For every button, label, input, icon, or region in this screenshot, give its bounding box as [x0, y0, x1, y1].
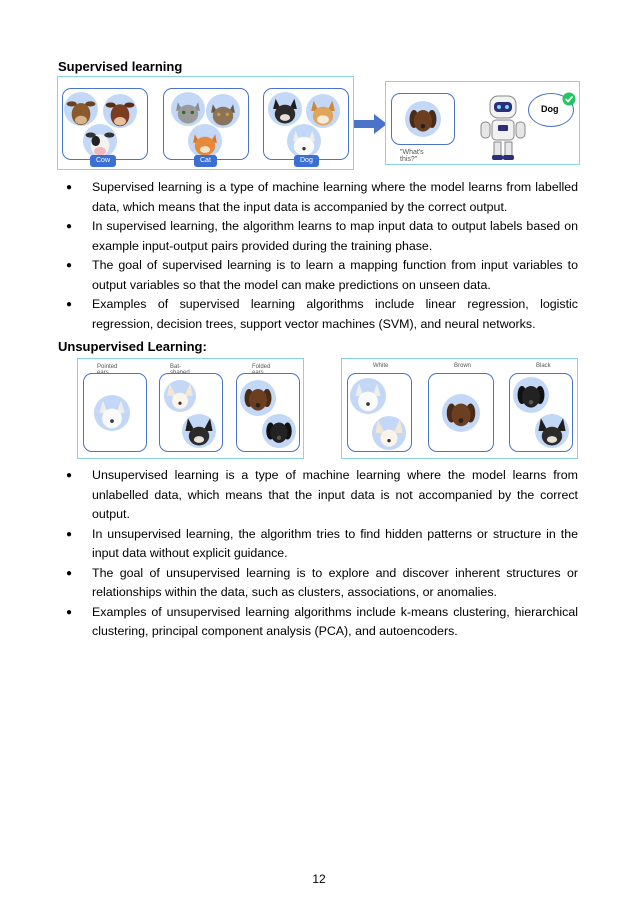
dog-photo [405, 101, 441, 137]
bullet-icon: ● [66, 260, 73, 271]
list-item: ● In unsupervised learning, the algorithm tries to find hidden patterns or structure in the input data without explicit guidance. [66, 526, 578, 560]
cat-photo [171, 92, 205, 126]
bullet-icon: ● [66, 221, 73, 232]
bullet-icon: ● [66, 567, 73, 579]
bullet-icon: ● [66, 299, 73, 310]
cow-photo [103, 94, 137, 128]
prediction-answer: Dog [541, 104, 559, 114]
bullet-icon: ● [66, 182, 73, 193]
dog-photo [372, 416, 406, 450]
dog-photo [350, 378, 386, 414]
cow-label: Cow [90, 155, 116, 167]
supervised-heading: Supervised learning [58, 59, 183, 74]
cluster-label: Folded [252, 364, 271, 370]
bullet-icon: ● [66, 528, 73, 540]
dog-photo [262, 414, 296, 448]
cluster-label: White [373, 363, 389, 369]
list-item: ● Unsupervised learning is a type of machine learning where the model learns from unlabelled data, which means that the input data is not accompanied by the correct output. [66, 468, 578, 521]
dog-photo [164, 380, 196, 412]
page-number: 12 [312, 872, 326, 886]
bullet-icon: ● [66, 470, 73, 481]
dog-photo [513, 377, 549, 413]
cluster-label: Pointed [97, 364, 118, 370]
arrow-right-icon [354, 113, 388, 135]
list-item: ● Supervised learning is a type of machine learning where the model learns from labelled data, which means that the input data is accompanied by the correct output. [66, 180, 578, 214]
unsupervised-bullet-list [66, 466, 578, 642]
list-item: ● In supervised learning, the algorithm learns to map input data to output labels based on example input-output pairs provided during the training phase. [66, 219, 578, 253]
cluster-label: Brown [454, 363, 472, 369]
unsupervised-heading: Unsupervised Learning: [58, 339, 207, 354]
list-item: ● Examples of unsupervised learning algorithms include k-means clustering, hierarchical clustering, principal component analysis (PCA), and autoencoders. [66, 604, 578, 638]
dog-photo [306, 94, 340, 128]
list-item: ● The goal of supervised learning is to learn a mapping function from input variables to output variables so that the model can make predictions on unseen data. [66, 258, 578, 292]
checkmark-icon [562, 92, 576, 106]
question-caption: "What's this?" [400, 149, 424, 163]
cat-photo [206, 94, 240, 128]
robot-icon [478, 92, 528, 162]
dog-photo [442, 394, 480, 432]
list-item: ● The goal of unsupervised learning is to explore and discover inherent structures or relationships within the data, such as clusters, associations, or anomalies. [66, 565, 578, 599]
cluster-label: Bat- [170, 364, 182, 370]
dog-photo [182, 414, 216, 448]
list-item: ● Examples of supervised learning algorithms include linear regression, logistic regression, decision trees, support vector machines (SVM), and neural networks. [66, 297, 578, 331]
cow-photo [64, 92, 98, 126]
cat-label: Cat [194, 155, 217, 167]
dog-photo [535, 414, 569, 448]
cluster-label: Black [536, 363, 551, 369]
dog-photo [287, 124, 321, 158]
dog-photo [94, 395, 130, 431]
supervised-bullet-list [66, 178, 578, 334]
cow-photo [83, 124, 117, 158]
bullet-icon: ● [66, 606, 73, 618]
dog-photo [268, 92, 302, 126]
dog-label: Dog [294, 155, 319, 167]
cat-photo [188, 124, 222, 158]
dog-photo [240, 380, 276, 416]
